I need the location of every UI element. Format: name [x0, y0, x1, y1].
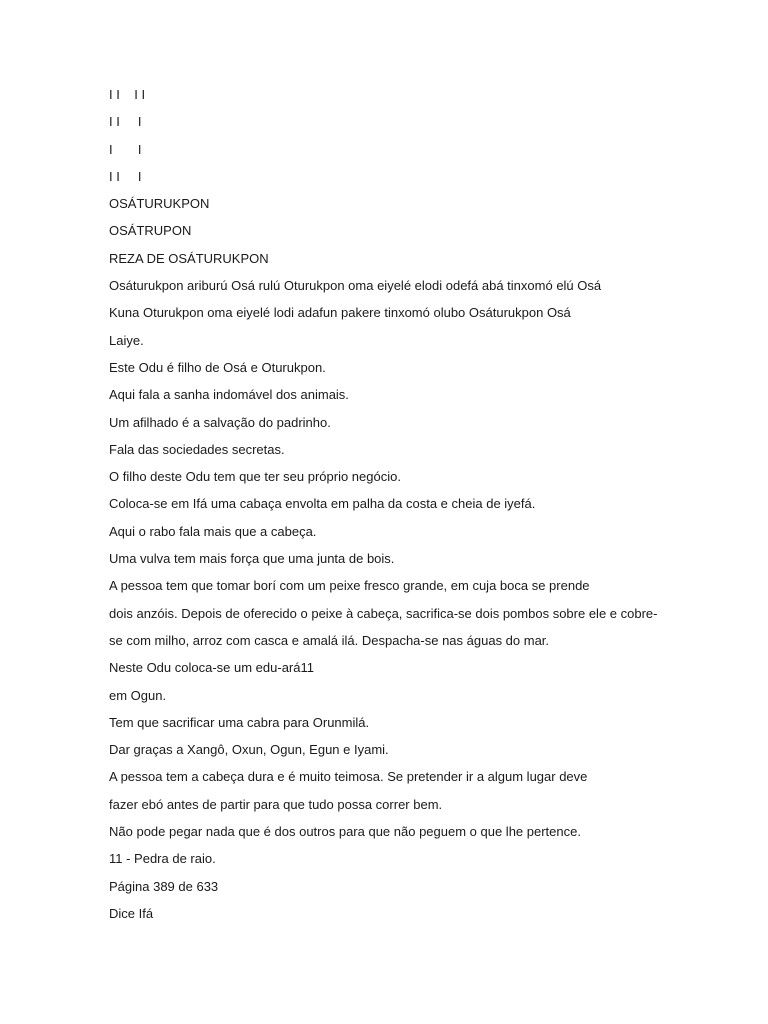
text-line: Fala das sociedades secretas. [109, 441, 285, 457]
text-line: Aqui o rabo fala mais que a cabeça. [109, 523, 317, 539]
odu-mark-row-2: I I I [109, 114, 142, 130]
text-line: Dar graças a Xangô, Oxun, Ogun, Egun e Iyami. [109, 742, 389, 758]
odu-title: OSÁTURUKPON [109, 196, 210, 212]
prayer-heading: REZA DE OSÁTURUKPON [109, 250, 269, 266]
text-line: se com milho, arroz com casca e amalá ilá. Despacha-se nas águas do mar. [109, 632, 550, 648]
text-line: Uma vulva tem mais força que uma junta de bois. [109, 551, 395, 567]
text-line: Aqui fala a sanha indomável dos animais. [109, 387, 349, 403]
text-line: dois anzóis. Depois de oferecido o peixe à cabeça, sacrifica-se dois pombos sobre ele e cobre- [109, 605, 658, 621]
odu-alt-title: OSÁTRUPON [109, 223, 192, 239]
text-line: Não pode pegar nada que é dos outros para que não peguem o que lhe pertence. [109, 824, 581, 840]
page-number: Página 389 de 633 [109, 878, 219, 894]
text-line: A pessoa tem a cabeça dura e é muito teimosa. Se pretender ir a algum lugar deve [109, 769, 588, 785]
text-line: Neste Odu coloca-se um edu-ará11 [109, 660, 314, 676]
prayer-line-3: Laiye. [109, 332, 144, 348]
text-line: Coloca-se em Ifá uma cabaça envolta em palha da costa e cheia de iyefá. [109, 496, 536, 512]
footnote: 11 - Pedra de raio. [109, 851, 216, 867]
text-line: em Ogun. [109, 687, 167, 703]
text-line: fazer ebó antes de partir para que tudo possa correr bem. [109, 796, 443, 812]
prayer-line-1: Osáturukpon ariburú Osá rulú Oturukpon oma eiyelé elodi odefá abá tinxomó elú Osá [109, 278, 602, 294]
prayer-line-2: Kuna Oturukpon oma eiyelé lodi adafun pakere tinxomó olubo Osáturukpon Osá [109, 305, 571, 321]
document-body [109, 84, 709, 930]
text-line: Este Odu é filho de Osá e Oturukpon. [109, 359, 326, 375]
text-line: Um afilhado é a salvação do padrinho. [109, 414, 331, 430]
document-source: Dice Ifá [109, 905, 154, 921]
odu-mark-row-3: I I [109, 141, 142, 157]
text-line: O filho deste Odu tem que ter seu próprio negócio. [109, 469, 401, 485]
odu-mark-row-1: I I I I [109, 87, 146, 102]
odu-mark-row-4: I I I [109, 168, 142, 184]
text-line: A pessoa tem que tomar borí com um peixe fresco grande, em cuja boca se prende [109, 578, 590, 594]
text-line: Tem que sacrificar uma cabra para Orunmilá. [109, 714, 370, 730]
